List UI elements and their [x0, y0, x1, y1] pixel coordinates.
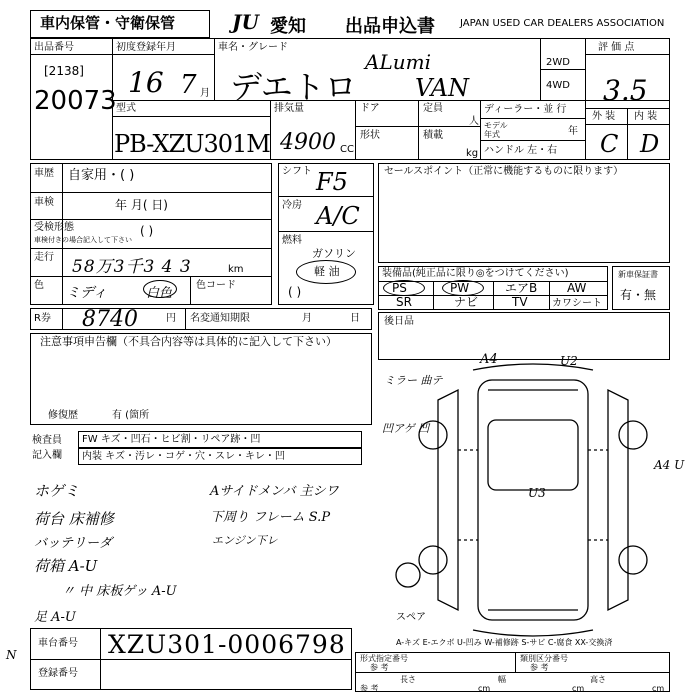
divider — [549, 281, 550, 310]
reg-label: 登録番号 — [38, 668, 78, 679]
warranty-value: 有・無 — [620, 288, 657, 302]
model-year-label-1: モデル — [484, 121, 508, 130]
fuel-diesel: 軽 油 — [314, 265, 340, 278]
exterior-label: 外 装 — [592, 111, 616, 122]
fuel-diesel-circle — [296, 260, 356, 284]
ann-top-1: A4 — [480, 352, 498, 367]
hand-note-r3: エンジン下レ — [212, 534, 278, 547]
fuel-gas: ガソリン — [312, 247, 356, 260]
person-unit: 人 — [469, 116, 479, 127]
sales-point-box — [378, 163, 670, 263]
grade-1: ALumi — [365, 50, 431, 74]
door-label: ドア — [360, 103, 380, 114]
first-reg-label: 初度登録年月 — [116, 42, 176, 53]
kg-unit: kg — [466, 148, 479, 159]
spare-tire — [396, 563, 420, 587]
divider — [30, 54, 112, 55]
divider — [62, 163, 63, 305]
shape-label: 形状 — [360, 130, 380, 141]
divider — [355, 100, 356, 160]
cm-2: cm — [572, 684, 585, 693]
drive-2wd: 2WD — [546, 57, 570, 68]
month-value: 7 — [180, 70, 197, 100]
shift-label: シフト — [282, 166, 312, 177]
wheel-fr — [619, 421, 647, 449]
grade-2: VAN — [415, 74, 470, 102]
diagram-top-body — [478, 380, 588, 620]
divider — [270, 100, 271, 160]
equip-kawaseat: カワシート — [552, 298, 602, 309]
ann-mirror: ミラー 曲テ — [384, 374, 443, 387]
hand-note-r1: Aサイドメンバ 主シワ — [210, 484, 339, 499]
ann-center: U3 — [528, 486, 546, 500]
type-designation-label: 形式指定番号 — [360, 654, 408, 663]
year-unit: 年 — [568, 126, 578, 137]
km-unit: km — [228, 264, 244, 275]
hand-note-5: 〃 中 床板ゲッ A-U — [62, 584, 177, 599]
chassis-value: XZU301-0006798 — [108, 630, 346, 659]
displacement-label: 排気量 — [274, 103, 304, 114]
color-circle — [143, 280, 177, 298]
receipt-value: ( ) — [140, 224, 154, 238]
divider — [480, 140, 585, 141]
color-hand-2: 白色 — [146, 286, 173, 301]
hand-note-1: ホゲミ — [34, 482, 80, 500]
model-label: 型式 — [116, 103, 136, 114]
entry-label: 記入欄 — [32, 450, 62, 461]
car-name: デエトロ — [230, 68, 357, 106]
color-value: ミディ — [66, 285, 107, 301]
divider — [355, 672, 670, 673]
hand-note-r2: 下周り フレーム S.P — [210, 510, 331, 525]
transfer-month: 月 — [302, 313, 312, 324]
yen-unit: 円 — [166, 313, 176, 324]
divider — [112, 54, 214, 55]
hand-note-4: 荷箱 A-U — [34, 557, 98, 575]
diagram-cab — [488, 420, 578, 490]
aircon-label: 冷房 — [282, 200, 302, 211]
divider — [278, 231, 374, 232]
warranty-label: 新車保証書 — [618, 270, 658, 279]
aircon-value: A/C — [316, 202, 360, 230]
ref-label-2: 参 考 — [530, 663, 549, 672]
exterior-grade: C — [600, 130, 619, 158]
divider — [214, 38, 215, 100]
diagram-rear — [473, 630, 593, 636]
hand-note-6: 足 A-U — [34, 610, 76, 625]
equip-pw: PW — [450, 281, 470, 295]
diagram-legend: A-キズ E-エクボ U-凹み W-補修跡 S-サビ C-腐食 XX-交換済 — [396, 638, 613, 647]
chassis-label: 車台番号 — [38, 638, 78, 649]
doc-title: 出品申込書 — [345, 16, 435, 37]
name-label: 車名・グレード — [218, 42, 288, 53]
load-label: 積載 — [423, 130, 443, 141]
mileage-value: 58万3千3 4 3 — [72, 257, 192, 277]
dealer-label: ディーラー・並 行 — [484, 104, 567, 115]
score-label: 評 価 点 — [598, 42, 635, 53]
interior-line: 内装 キズ・汚レ・コゲ・穴・スレ・キレ・凹 — [82, 451, 285, 462]
displacement-value: 4900 — [280, 130, 336, 155]
shift-value: F5 — [316, 168, 348, 196]
divider — [480, 100, 481, 160]
ann-top-2: U2 — [560, 354, 578, 368]
history-label: 車歴 — [34, 168, 54, 179]
org-name: 愛知 — [270, 16, 306, 37]
inspector-label: 検査員 — [32, 435, 62, 446]
receipt-label: 受検形態 — [34, 222, 74, 233]
wheel-rl — [419, 546, 447, 574]
divider — [62, 308, 63, 330]
wheel-rr — [619, 546, 647, 574]
equip-navi: ナビ — [454, 295, 479, 309]
inspection-label: 車検 — [34, 197, 54, 208]
divider — [278, 196, 374, 197]
equipment-title: 装備品(純正品に限り◎をつけてください) — [382, 268, 569, 279]
lot-small: [2138] — [44, 64, 84, 78]
fw-line: FW キズ・凹石・ヒビ割・リペア跡・凹 — [82, 434, 261, 445]
divider — [433, 281, 434, 310]
r-label: R券 — [34, 313, 51, 324]
receipt-sub: 車検付きの場合記入して下さい — [34, 236, 132, 244]
divider — [515, 652, 516, 672]
org-english: JAPAN USED CAR DEALERS ASSOCIATION — [460, 18, 665, 29]
height-label: 高さ — [590, 675, 606, 684]
spare-label: スペア — [396, 612, 426, 623]
divider — [540, 69, 585, 70]
interior-grade: D — [640, 130, 660, 158]
fuel-paren: ( ) — [288, 285, 302, 299]
equip-ps-circle — [383, 280, 425, 296]
ref-label-1: 参 考 — [370, 663, 389, 672]
rear-label: 後日品 — [384, 316, 414, 327]
divider — [30, 192, 272, 193]
inspection-value: 年 月( 日) — [115, 198, 168, 212]
capacity-label: 定員 — [423, 103, 443, 114]
hand-note-2: 荷台 床補修 — [34, 510, 114, 528]
lot-label: 出品番号 — [34, 42, 74, 53]
divider — [418, 100, 419, 160]
ann-right: A4 U — [654, 458, 685, 472]
repair-label: 修復歴 — [48, 410, 78, 421]
divider — [493, 281, 494, 310]
equip-airbag: エアB — [505, 281, 538, 295]
r-value: 8740 — [82, 307, 138, 332]
margin-n: N — [6, 648, 17, 662]
repair-value: 有 (箇所 — [112, 410, 150, 421]
lot-number: 20073 — [34, 86, 117, 116]
equip-sr: SR — [396, 295, 412, 309]
color-label: 色 — [34, 280, 44, 291]
divider — [585, 38, 586, 160]
divider — [30, 248, 272, 249]
width-label: 幅 — [498, 675, 506, 684]
rear-box — [378, 312, 670, 360]
ref-label-3: 参 考 — [360, 684, 379, 693]
storage-label: 車内保管・守衛保管 — [40, 14, 176, 32]
cc-unit: CC — [340, 144, 354, 155]
year-value: 16 — [128, 66, 164, 99]
model-year-label-2: 年式 — [484, 130, 500, 139]
hand-note-3: バッテリーダ — [34, 536, 113, 551]
mileage-label: 走行 — [34, 252, 54, 263]
divider — [190, 276, 191, 305]
divider — [30, 659, 352, 660]
divider — [112, 100, 670, 101]
transfer-day: 日 — [350, 313, 360, 324]
transfer-label: 名変通知期限 — [190, 313, 250, 324]
divider — [100, 628, 101, 690]
equip-ps: PS — [392, 281, 407, 295]
equip-pw-circle — [442, 280, 484, 296]
handle-label: ハンドル 左・右 — [484, 145, 558, 156]
notes-title: 注意事項申告欄（不具合内容等は具体的に記入して下さい） — [40, 335, 337, 348]
month-unit: 月 — [200, 88, 210, 99]
divider — [585, 54, 670, 55]
drive-4wd: 4WD — [546, 80, 570, 91]
divider — [480, 118, 585, 119]
equip-aw: AW — [567, 281, 587, 295]
ann-left: 凹アゲ 凹 — [382, 422, 430, 435]
history-value: 自家用・( ) — [68, 168, 135, 183]
divider — [355, 126, 480, 127]
fuel-label: 燃料 — [282, 235, 302, 246]
cm-1: cm — [478, 684, 491, 693]
length-label: 長さ — [400, 675, 416, 684]
ju-logo: JU — [232, 10, 259, 34]
category-label: 類別区分番号 — [520, 654, 568, 663]
interior-label: 内 装 — [634, 111, 658, 122]
divider — [30, 219, 272, 220]
divider — [112, 116, 270, 117]
color-code-label: 色コード — [196, 280, 236, 291]
divider — [185, 308, 186, 330]
car-diagram — [378, 360, 678, 640]
cm-3: cm — [652, 684, 665, 693]
score-value: 3.5 — [603, 74, 648, 107]
divider — [627, 108, 628, 160]
model-value: PB-XZU301M — [114, 130, 270, 158]
equip-tv: TV — [512, 295, 528, 309]
sales-point-label: セールスポイント（正常に機能するものに限ります） — [384, 166, 624, 177]
